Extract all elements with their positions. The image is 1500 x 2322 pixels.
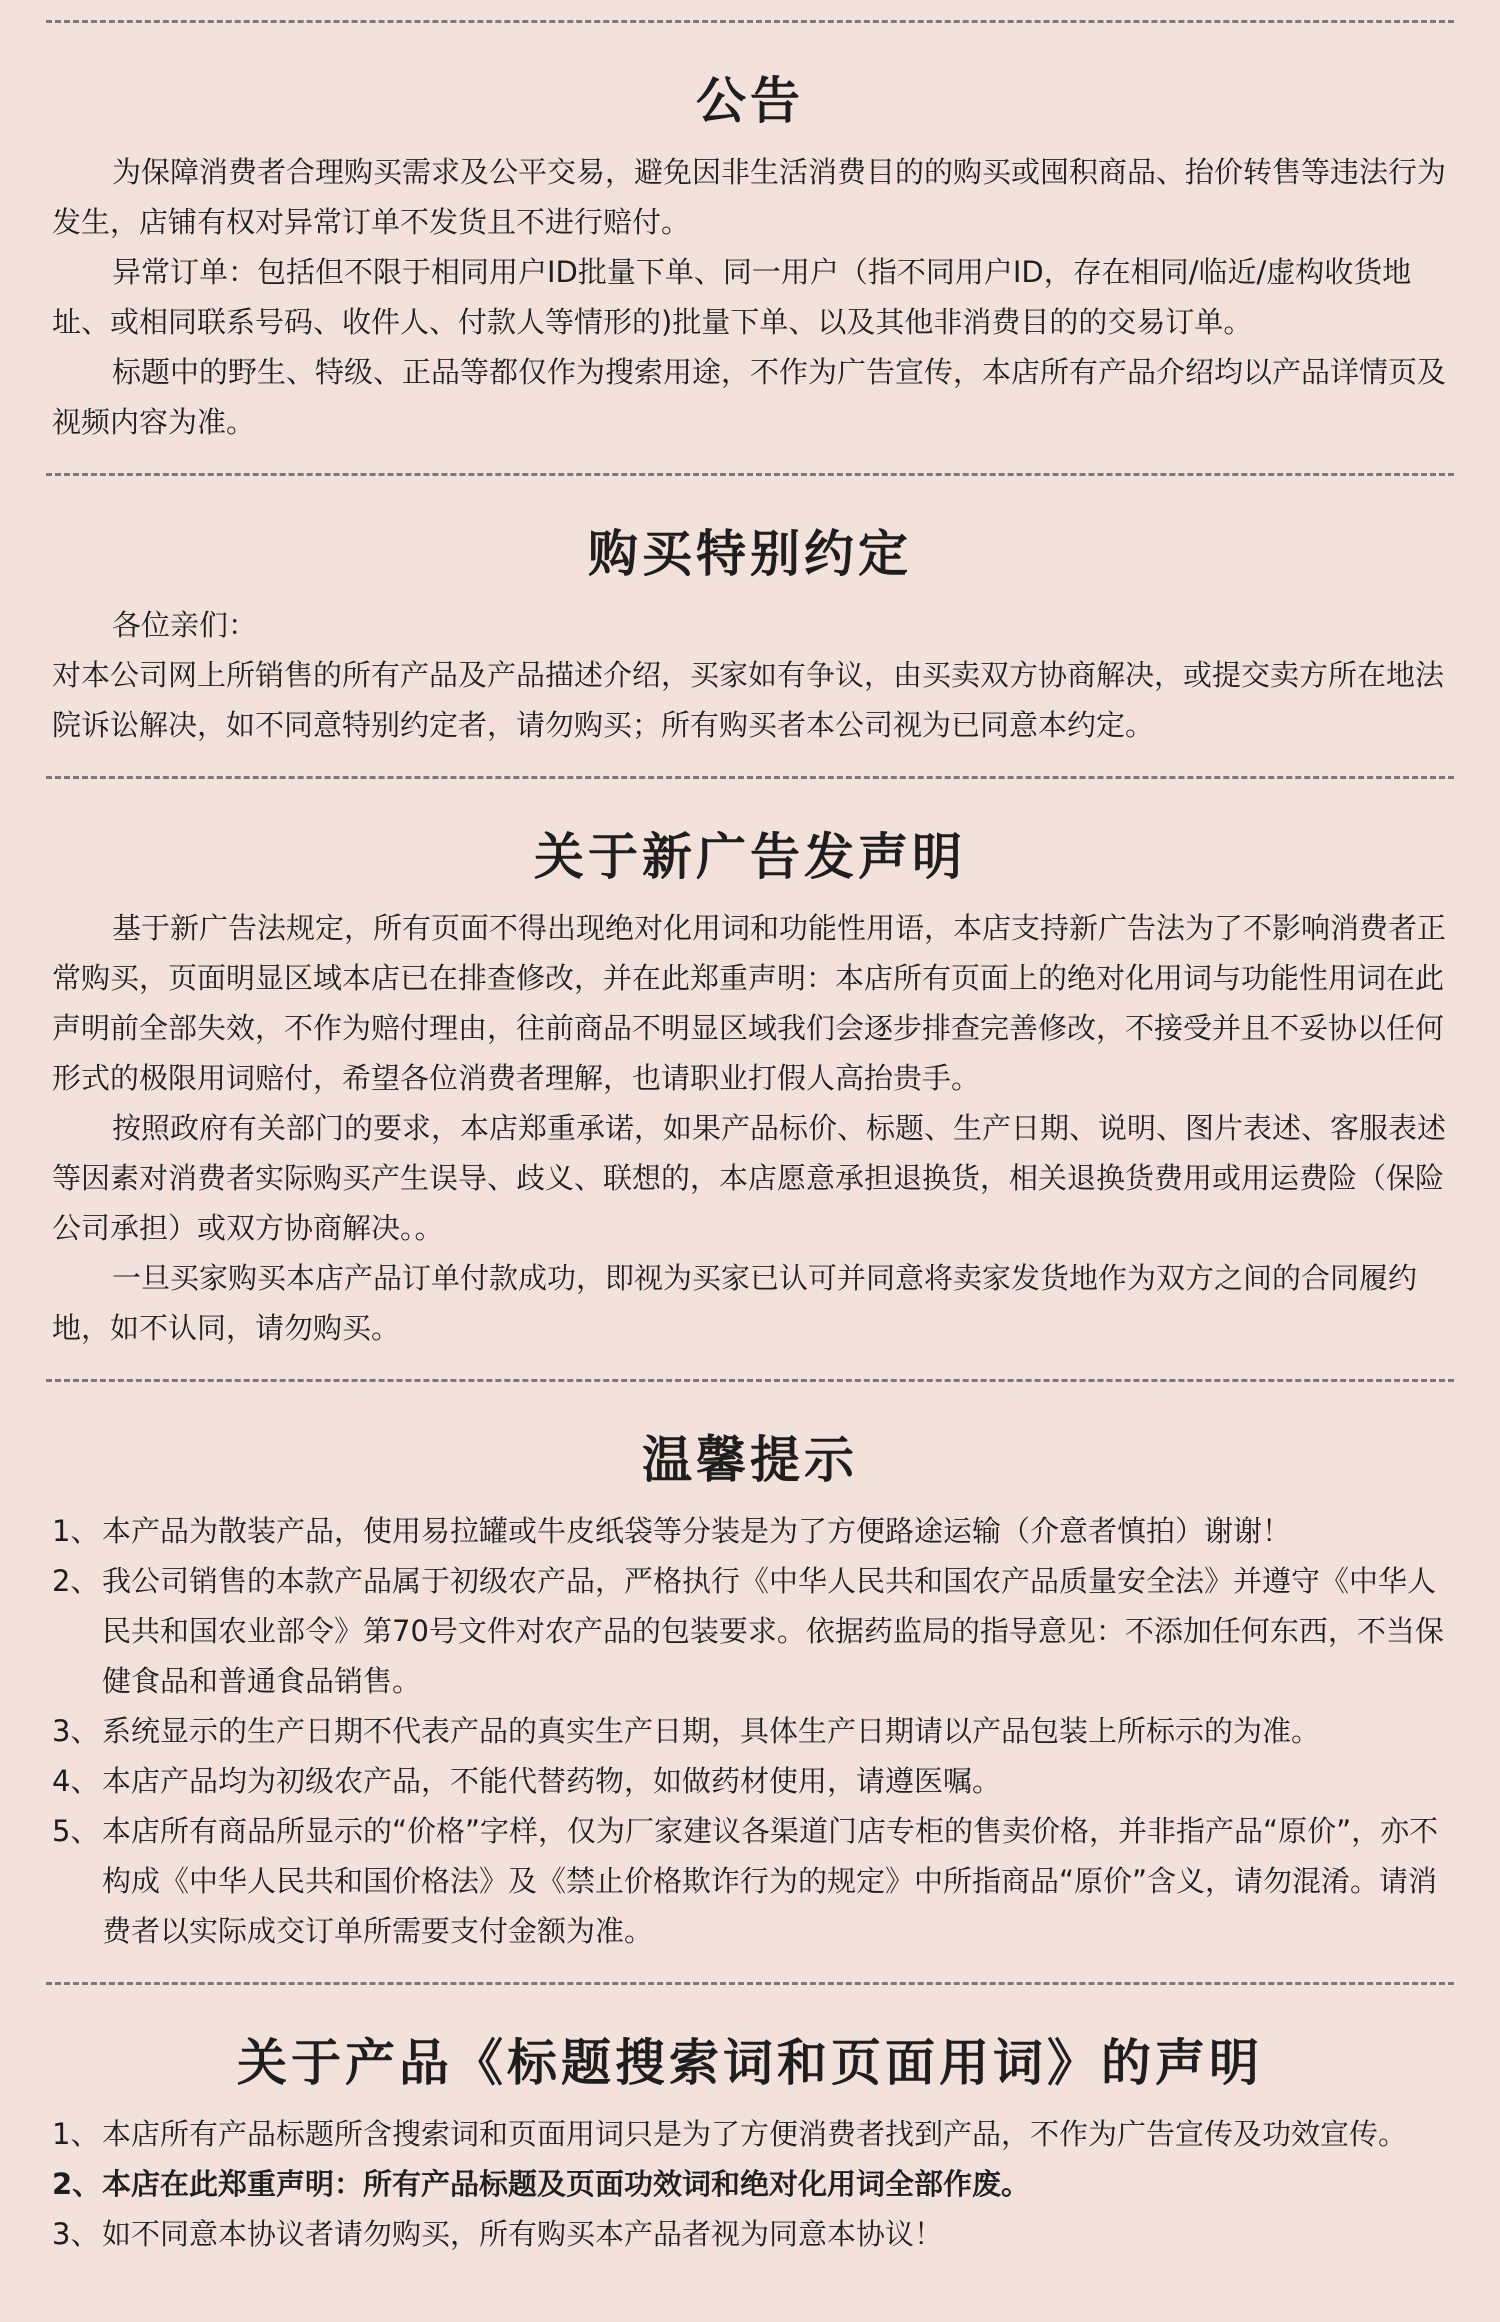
keywords-item-text: 如不同意本协议者请勿购买，所有购买本产品者视为同意本协议！ [102, 2217, 944, 2251]
purchase-agreement-greeting: 各位亲们： [112, 608, 258, 642]
section-divider [46, 20, 1454, 23]
tips-item [52, 1706, 1448, 1756]
section-divider [46, 1379, 1454, 1382]
tips-item-text: 系统显示的生产日期不代表产品的真实生产日期，具体生产日期请以产品包装上所标示的为准。 [102, 1714, 1321, 1748]
keywords-item [52, 2209, 1448, 2259]
tips-item-number: 5、 [52, 1814, 100, 1848]
keywords-list [52, 2109, 1448, 2259]
keywords-item-emphasized [52, 2159, 1448, 2209]
keywords-section [46, 2027, 1454, 2259]
section-divider [46, 776, 1454, 779]
announcement-title: 公告 [696, 72, 804, 130]
tips-item-number: 2、 [52, 1564, 100, 1598]
purchase-agreement-title: 购买特别约定 [588, 525, 912, 583]
tips-title: 温馨提示 [642, 1431, 858, 1489]
tips-item [52, 1806, 1448, 1956]
tips-item [52, 1506, 1448, 1556]
section-divider [46, 1982, 1454, 1985]
announcement-paragraph: 为保障消费者合理购买需求及公平交易，避免因非生活消费目的的购买或囤积商品、抬价转售等违法行为发生，店铺有权对异常订单不发货且不进行赔付。 [52, 155, 1447, 239]
tips-item-text: 本店所有商品所显示的“价格”字样，仅为厂家建议各渠道门店专柜的售卖价格，并非指产品“原价”，亦不构成《中华人民共和国价格法》及《禁止价格欺诈行为的规定》中所指商品“原价”含义，请勿混淆。请消费者以实际成交订单所需要支付金额为准。 [102, 1814, 1439, 1948]
ad-law-section [46, 821, 1454, 1353]
tips-item-number: 3、 [52, 1714, 100, 1748]
announcement-paragraph: 标题中的野生、特级、正品等都仅作为搜索用途，不作为广告宣传，本店所有产品介绍均以产品详情页及视频内容为准。 [52, 355, 1447, 439]
announcement-section [46, 65, 1454, 447]
keywords-item-number: 3、 [52, 2217, 100, 2251]
keywords-item-text: 本店所有产品标题所含搜索词和页面用词只是为了方便消费者找到产品，不作为广告宣传及功效宣传。 [102, 2117, 1408, 2151]
tips-section [46, 1424, 1454, 1956]
keywords-item-text: 本店在此郑重声明：所有产品标题及页面功效词和绝对化用词全部作废。 [102, 2167, 1031, 2201]
section-divider [46, 473, 1454, 476]
ad-law-paragraph: 按照政府有关部门的要求，本店郑重承诺，如果产品标价、标题、生产日期、说明、图片表述、客服表述等因素对消费者实际购买产生误导、歧义、联想的，本店愿意承担退换货，相关退换货费用或用运费险（保险公司承担）或双方协商解决。。 [52, 1111, 1447, 1245]
purchase-agreement-section [46, 518, 1454, 750]
tips-item [52, 1756, 1448, 1806]
tips-item-number: 4、 [52, 1764, 100, 1798]
ad-law-paragraph: 一旦买家购买本店产品订单付款成功，即视为买家已认可并同意将卖家发货地作为双方之间的合同履约地，如不认同，请勿购买。 [52, 1261, 1418, 1345]
tips-item-text: 本产品为散装产品，使用易拉罐或牛皮纸袋等分装是为了方便路途运输（介意者慎拍）谢谢！ [102, 1514, 1292, 1548]
tips-item-number: 1、 [52, 1514, 100, 1548]
keywords-item-number: 1、 [52, 2117, 100, 2151]
keywords-item-number: 2、 [52, 2167, 102, 2201]
purchase-agreement-body: 对本公司网上所销售的所有产品及产品描述介绍，买家如有争议，由买卖双方协商解决，或提交卖方所在地法院诉讼解决，如不同意特别约定者，请勿购买；所有购买者本公司视为已同意本约定。 [52, 658, 1445, 742]
ad-law-paragraph: 基于新广告法规定，所有页面不得出现绝对化用词和功能性用语，本店支持新广告法为了不影响消费者正常购买，页面明显区域本店已在排查修改，并在此郑重声明：本店所有页面上的绝对化用词与功能性用词在此声明前全部失效，不作为赔付理由，往前商品不明显区域我们会逐步排查完善修改，不接受并且不妥协以任何形式的极限用词赔付，希望各位消费者理解，也请职业打假人高抬贵手。 [52, 911, 1447, 1095]
ad-law-title: 关于新广告发声明 [534, 828, 966, 886]
tips-item-text: 本店产品均为初级农产品，不能代替药物，如做药材使用，请遵医嘱。 [102, 1764, 1002, 1798]
tips-item-text: 我公司销售的本款产品属于初级农产品，严格执行《中华人民共和国农产品质量安全法》并遵守《中华人民共和国农业部令》第70号文件对农产品的包装要求。依据药监局的指导意见：不添加任何东西，不当保健食品和普通食品销售。 [102, 1564, 1444, 1698]
keywords-title: 关于产品《标题搜索词和页面用词》的声明 [237, 2034, 1263, 2092]
tips-list [52, 1506, 1448, 1956]
tips-item [52, 1556, 1448, 1706]
keywords-item [52, 2109, 1448, 2159]
announcement-paragraph: 异常订单：包括但不限于相同用户ID批量下单、同一用户（指不同用户ID，存在相同/临近/虚构收货地址、或相同联系号码、收件人、付款人等情形的)批量下单、以及其他非消费目的的交易订单。 [52, 255, 1412, 339]
